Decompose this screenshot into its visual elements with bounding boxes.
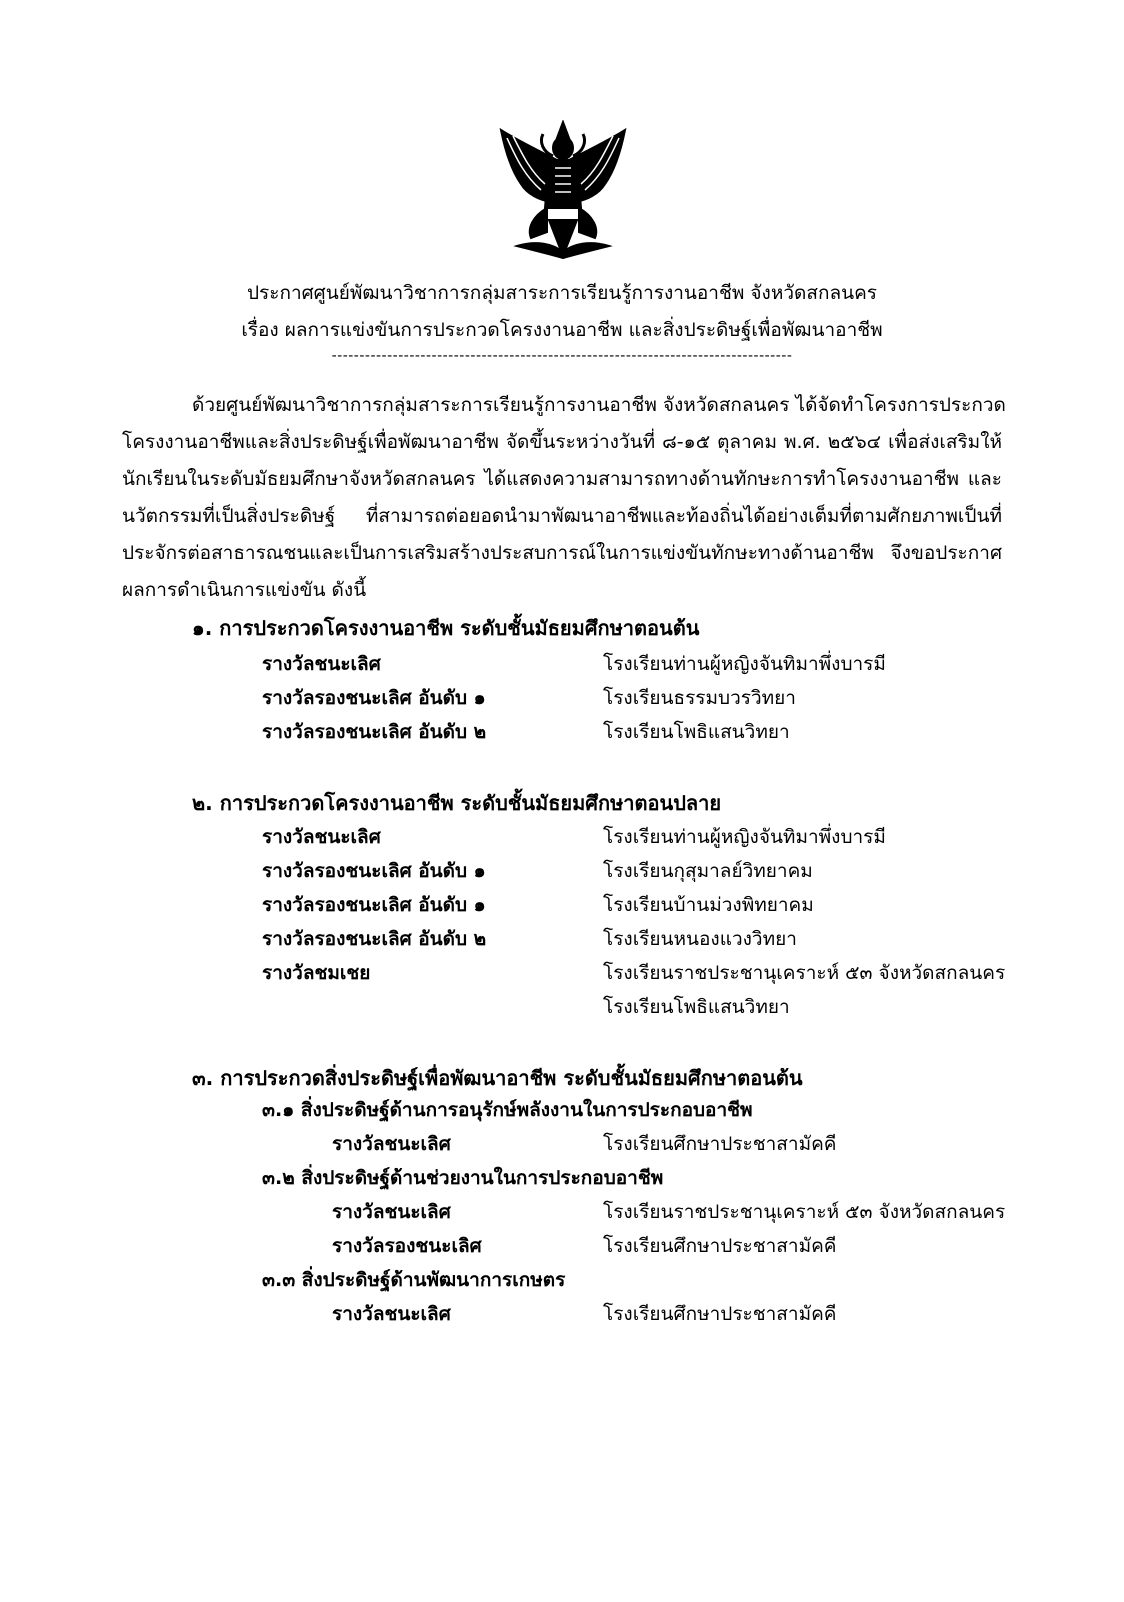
award-label: รางวัลรองชนะเลิศ อันดับ ๒ [262,928,487,950]
title-line-2: เรื่อง ผลการแข่งขันการประกวดโครงงานอาชีพ และสิ่งประดิษฐ์เพื่อพัฒนาอาชีพ [241,319,883,341]
award-label: รางวัลรองชนะเลิศ อันดับ ๑ [262,860,486,882]
school-name: โรงเรียนธรรมบวรวิทยา [603,687,796,709]
garuda-emblem-icon [497,120,629,260]
intro-line-4: นวัตกรรมที่เป็นสิ่งประดิษฐ์ ที่สามารถต่อยอดนำมาพัฒนาอาชีพและท้องถิ่นได้อย่างเต็มที่ตามศักยภาพเป็นที่ [122,505,1002,527]
award-label: รางวัลชนะเลิศ [332,1201,451,1223]
award-label: รางวัลชนะเลิศ [262,826,381,848]
intro-line-3: นักเรียนในระดับมัธยมศึกษาจังหวัดสกลนคร ได้แสดงความสามารถทางด้านทักษะการทำโครงงานอาชีพ และ [122,468,1002,490]
school-name: โรงเรียนโพธิแสนวิทยา [603,996,790,1018]
school-name: โรงเรียนหนองแวงวิทยา [603,928,797,950]
subsection-3-1-heading: ๓.๑ สิ่งประดิษฐ์ด้านการอนุรักษ์พลังงานในการประกอบอาชีพ [262,1099,753,1121]
award-label: รางวัลชนะเลิศ [262,653,381,675]
award-label: รางวัลชนะเลิศ [332,1303,451,1325]
school-name: โรงเรียนศึกษาประชาสามัคคี [603,1235,837,1257]
school-name: โรงเรียนท่านผู้หญิงจันทิมาพึ่งบารมี [603,826,886,848]
award-label: รางวัลรองชนะเลิศ อันดับ ๑ [262,687,486,709]
award-label: รางวัลชมเชย [262,962,371,984]
subsection-3-2-heading: ๓.๒ สิ่งประดิษฐ์ด้านช่วยงานในการประกอบอาชีพ [262,1167,664,1189]
intro-line-6: ผลการดำเนินการแข่งขัน ดังนี้ [122,579,367,601]
section-1-heading: ๑. การประกวดโครงงานอาชีพ ระดับชั้นมัธยมศึกษาตอนต้น [192,616,700,640]
school-name: โรงเรียนศึกษาประชาสามัคคี [603,1133,837,1155]
award-label: รางวัลรองชนะเลิศ อันดับ ๒ [262,721,487,743]
school-name: โรงเรียนราชประชานุเคราะห์ ๕๓ จังหวัดสกลนคร [603,1201,1006,1223]
intro-line-5: ประจักรต่อสาธารณชนและเป็นการเสริมสร้างประสบการณ์ในการแข่งขันทักษะทางด้านอาชีพ จึงขอประกาศ [122,542,1002,564]
divider-line: ----------------------------------------------------------------------------------- [331,348,793,364]
award-label: รางวัลชนะเลิศ [332,1133,451,1155]
subsection-3-3-heading: ๓.๓ สิ่งประดิษฐ์ด้านพัฒนาการเกษตร [262,1269,566,1291]
title-line-1: ประกาศศูนย์พัฒนาวิชาการกลุ่มสาระการเรียนรู้การงานอาชีพ จังหวัดสกลนคร [246,282,878,304]
school-name: โรงเรียนราชประชานุเคราะห์ ๕๓ จังหวัดสกลนคร [603,962,1006,984]
section-2-heading: ๒. การประกวดโครงงานอาชีพ ระดับชั้นมัธยมศึกษาตอนปลาย [192,791,722,815]
award-label: รางวัลรองชนะเลิศ [332,1235,482,1257]
section-3-heading: ๓. การประกวดสิ่งประดิษฐ์เพื่อพัฒนาอาชีพ ระดับชั้นมัธยมศึกษาตอนต้น [192,1066,803,1090]
school-name: โรงเรียนบ้านม่วงพิทยาคม [603,894,814,916]
school-name: โรงเรียนศึกษาประชาสามัคคี [603,1303,837,1325]
intro-line-1: ด้วยศูนย์พัฒนาวิชาการกลุ่มสาระการเรียนรู้การงานอาชีพ จังหวัดสกลนคร ได้จัดทำโครงการประกวด [192,394,1006,416]
school-name: โรงเรียนกุสุมาลย์วิทยาคม [603,860,813,882]
school-name: โรงเรียนโพธิแสนวิทยา [603,721,790,743]
school-name: โรงเรียนท่านผู้หญิงจันทิมาพึ่งบารมี [603,653,886,675]
award-label: รางวัลรองชนะเลิศ อันดับ ๑ [262,894,486,916]
intro-line-2: โครงงานอาชีพและสิ่งประดิษฐ์เพื่อพัฒนาอาชีพ จัดขึ้นระหว่างวันที่ ๘-๑๕ ตุลาคม พ.ศ. ๒๕๖๔ เพื่อส่งเสริมให้ [122,431,1002,453]
